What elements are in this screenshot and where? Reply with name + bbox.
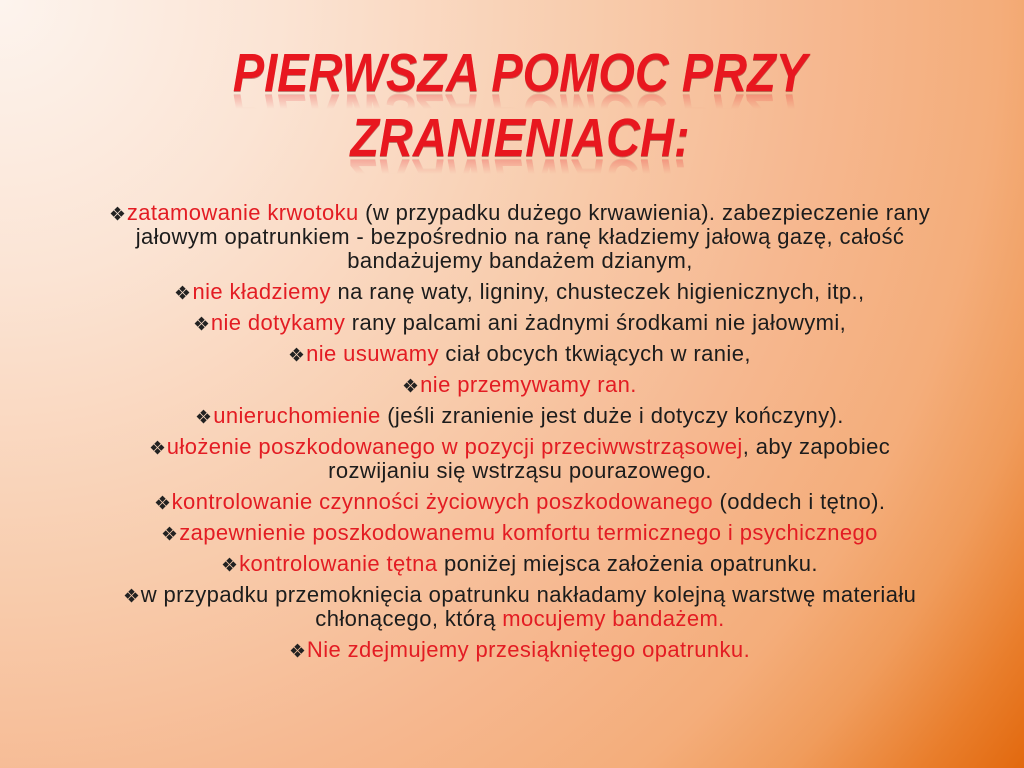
- slide-title-line: ZRANIENIACH:: [350, 108, 690, 168]
- body-text: bandażujemy bandażem dzianym,: [347, 248, 693, 273]
- list-item: [40, 521, 1000, 545]
- emphasized-text: zatamowanie krwotoku: [126, 200, 359, 225]
- body-text: jałowym opatrunkiem - bezpośrednio na ranę kładziemy jałową gazę, całość: [135, 224, 905, 249]
- body-text: (oddech i tętno).: [713, 489, 886, 514]
- slide-title: [16, 43, 1024, 168]
- emphasized-text: nie usuwamy: [306, 341, 439, 366]
- emphasized-text: unieruchomienie: [213, 403, 381, 428]
- diamond-bullet-icon: [110, 206, 125, 221]
- emphasized-text: kontrolowanie tętna: [239, 551, 438, 576]
- list-item-line: [40, 607, 1000, 631]
- list-item: [40, 373, 1000, 397]
- body-text: na ranę waty, ligniny, chusteczek higienicznych, itp.,: [330, 279, 865, 304]
- emphasized-text: ułożenie poszkodowanego w pozycji przeciwwstrząsowej: [166, 434, 743, 459]
- list-item-line: [40, 404, 1000, 428]
- emphasized-text: nie kładziemy: [192, 279, 331, 304]
- body-text: poniżej miejsca założenia opatrunku.: [437, 551, 818, 576]
- diamond-bullet-icon: [222, 557, 237, 572]
- list-item-line: [40, 373, 1000, 397]
- diamond-bullet-icon: [150, 440, 165, 455]
- list-item-line: [40, 459, 1000, 483]
- list-item-line: [40, 201, 1000, 225]
- list-item-line: [40, 521, 1000, 545]
- list-item-line: [40, 280, 1000, 304]
- list-item: [40, 638, 1000, 662]
- list-item-line: [40, 435, 1000, 459]
- diamond-bullet-icon: [290, 643, 305, 658]
- body-text: chłonącego, którą: [315, 606, 503, 631]
- diamond-bullet-icon: [194, 316, 209, 331]
- body-text: (w przypadku dużego krwawienia). zabezpieczenie rany: [358, 200, 931, 225]
- list-item: [40, 404, 1000, 428]
- body-text: (jeśli zranienie jest duże i dotyczy kończyny).: [380, 403, 844, 428]
- emphasized-text: zapewnienie poszkodowanemu komfortu termicznego i psychicznego: [179, 520, 878, 545]
- list-item-line: [40, 225, 1000, 249]
- diamond-bullet-icon: [403, 378, 418, 393]
- list-item-line: [40, 342, 1000, 366]
- list-item: [40, 342, 1000, 366]
- body-text: rany palcami ani żadnymi środkami nie jałowymi,: [345, 310, 847, 335]
- list-item: [40, 280, 1000, 304]
- diamond-bullet-icon: [289, 347, 304, 362]
- list-item: [40, 490, 1000, 514]
- body-text: ciał obcych tkwiących w ranie,: [438, 341, 751, 366]
- list-item-line: [40, 638, 1000, 662]
- diamond-bullet-icon: [124, 588, 139, 603]
- diamond-bullet-icon: [175, 285, 190, 300]
- emphasized-text: Nie zdejmujemy przesiąkniętego opatrunku.: [306, 637, 751, 662]
- list-item: [40, 435, 1000, 483]
- list-item: [40, 201, 1000, 273]
- emphasized-text: nie przemywamy ran.: [420, 372, 637, 397]
- slide-title-line: PIERWSZA POMOC PRZY: [232, 43, 808, 103]
- list-item-line: [40, 552, 1000, 576]
- emphasized-text: kontrolowanie czynności życiowych poszkodowanego: [171, 489, 714, 514]
- list-item: [40, 311, 1000, 335]
- list-item-line: [40, 490, 1000, 514]
- emphasized-text: mocujemy bandażem.: [502, 606, 725, 631]
- body-text: rozwijaniu się wstrząsu pourazowego.: [328, 458, 712, 483]
- list-item-line: [40, 311, 1000, 335]
- bullet-list: [40, 201, 1000, 662]
- list-item: [40, 552, 1000, 576]
- list-item-line: [40, 583, 1000, 607]
- body-text: w przypadku przemoknięcia opatrunku nakładamy kolejną warstwę materiału: [140, 582, 917, 607]
- diamond-bullet-icon: [155, 495, 170, 510]
- list-item: [40, 583, 1000, 631]
- diamond-bullet-icon: [196, 409, 211, 424]
- emphasized-text: nie dotykamy: [210, 310, 346, 335]
- list-item-line: [40, 249, 1000, 273]
- diamond-bullet-icon: [162, 526, 177, 541]
- body-text: , aby zapobiec: [742, 434, 891, 459]
